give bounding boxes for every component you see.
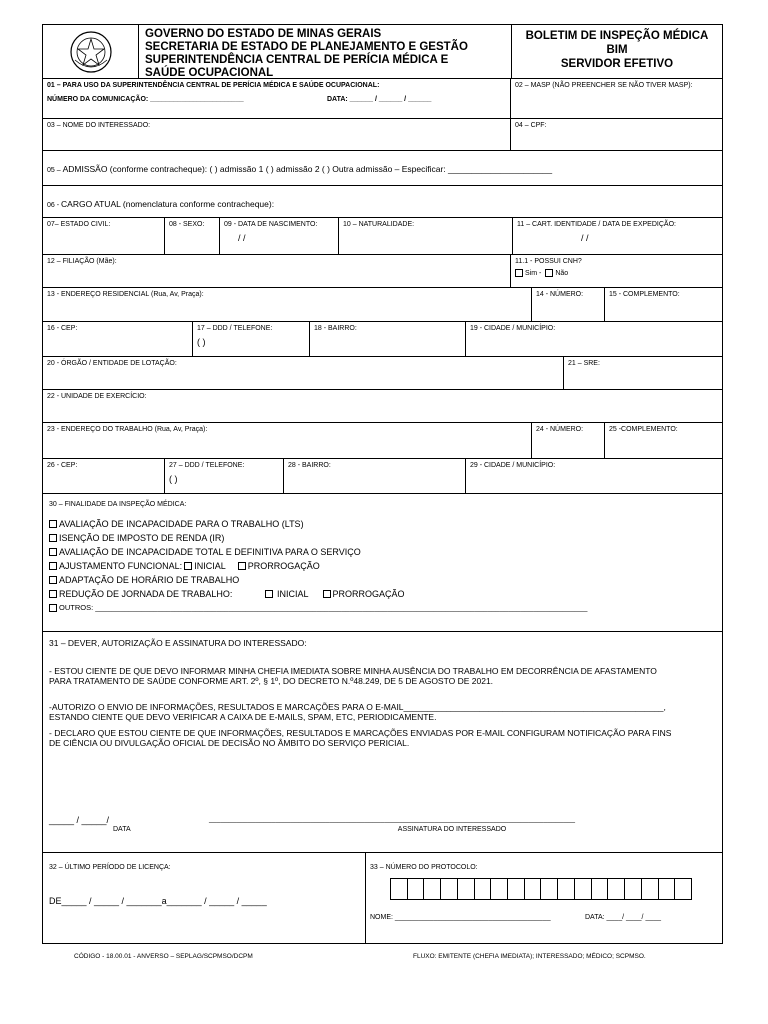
field-33-label: 33 – NÚMERO DO PROTOCOLO: <box>370 864 478 871</box>
declaration-2-line-2: ESTANDO CIENTE QUE DEVO VERIFICAR A CAIXA DE E-MAILS, SPAM, ETC, PERIODICAMENTE. <box>49 712 437 722</box>
government-header <box>139 25 512 78</box>
field-18-neighborhood[interactable] <box>310 322 466 356</box>
field-01-label: 01 – PARA USO DA SUPERINTENDÊNCIA CENTRAL DE PERÍCIA MÉDICA E SAÚDE OCUPACIONAL: <box>47 82 380 89</box>
field-02-label: 02 – MASP (NÃO PREENCHER SE NÃO TIVER MASP): <box>515 82 693 89</box>
field-11-label: 11 – CART. IDENTIDADE / DATA DE EXPEDIÇÃO: <box>517 221 676 228</box>
signature-field[interactable] <box>176 815 608 835</box>
field-03-label: 03 – NOME DO INTERESSADO: <box>47 122 151 129</box>
field-05-number: 05 – <box>47 167 63 174</box>
field-32-last-leave[interactable] <box>43 853 366 943</box>
field-21-sre[interactable] <box>564 357 722 389</box>
gov-line-1: GOVERNO DO ESTADO DE MINAS GERAIS <box>145 28 382 40</box>
field-22-label: 22 - UNIDADE DE EXERCÍCIO: <box>47 393 147 400</box>
adjustment-initial-label: INICIAL <box>194 561 226 571</box>
field-26-label: 26 - CEP: <box>47 462 78 469</box>
functional-adjustment-label: AJUSTAMENTO FUNCIONAL: <box>59 561 183 571</box>
adjustment-extension-checkbox[interactable] <box>238 562 246 570</box>
other-field[interactable]: OUTROS: ______________________________________________________________________________________________________________________ <box>59 603 588 612</box>
field-11-1-cnh <box>511 255 722 287</box>
workload-reduction-checkbox[interactable] <box>49 590 57 598</box>
field-06-position[interactable] <box>43 186 722 217</box>
form-title-line-3: SERVIDOR EFETIVO <box>560 58 674 70</box>
field-30-purpose <box>43 494 722 631</box>
bim-form <box>42 24 723 944</box>
field-01-communication <box>43 79 511 118</box>
other-checkbox[interactable] <box>49 604 57 612</box>
cnh-no-checkbox[interactable] <box>545 269 553 277</box>
footer-flow: FLUXO: EMITENTE (CHEFIA IMEDIATA); INTERESSADO; MÉDICO; SCPMSO. <box>413 953 646 960</box>
field-04-label: 04 – CPF: <box>515 122 547 129</box>
form-title <box>512 25 722 78</box>
field-19-label: 19 - CIDADE / MUNICÍPIO: <box>470 325 556 332</box>
schedule-adaptation-label: ADAPTAÇÃO DE HORÁRIO DE TRABALHO <box>59 575 240 585</box>
state-coat-of-arms-icon <box>43 25 139 78</box>
gov-line-2: SECRETARIA DE ESTADO DE PLANEJAMENTO E GESTÃO <box>145 41 468 53</box>
declaration-1-line-1: - ESTOU CIENTE DE QUE DEVO INFORMAR MINHA CHEFIA IMEDIATA SOBRE MINHA AUSÊNCIA DO TRABALHO EM DECORRÊNCIA DE AFASTAMENTO <box>49 666 657 676</box>
field-25-label: 25 -COMPLEMENTO: <box>609 426 678 433</box>
schedule-adaptation-checkbox[interactable] <box>49 576 57 584</box>
form-title-line-1: BOLETIM DE INSPEÇÃO MÉDICA <box>525 30 709 42</box>
field-27-value: ( ) <box>169 474 178 484</box>
field-15-complement[interactable] <box>605 288 722 321</box>
declaration-3-line-1: - DECLARO QUE ESTOU CIENTE DE QUE INFORMAÇÕES, RESULTADOS E MARCAÇÕES ENVIADAS POR E-MAIL CONFIGURAM NOTIFICAÇÃO PARA FINS <box>49 728 672 738</box>
form-title-line-2: BIM <box>606 44 628 56</box>
field-09-label: 09 - DATA DE NASCIMENTO: <box>224 221 318 228</box>
section-31-declaration <box>43 632 722 852</box>
field-27-label: 27 – DDD / TELEFONE: <box>169 462 245 469</box>
reduction-initial-label: INICIAL <box>277 589 309 599</box>
reduction-extension-checkbox[interactable] <box>323 590 331 598</box>
field-28-neighborhood[interactable] <box>284 459 466 493</box>
section-31-title: 31 – DEVER, AUTORIZAÇÃO E ASSINATURA DO INTERESSADO: <box>49 638 307 648</box>
field-06-label: CARGO ATUAL (nomenclatura conforme contracheque): <box>61 199 275 209</box>
field-26-cep[interactable] <box>43 459 165 493</box>
signature-date-label: DATA <box>113 826 131 833</box>
field-27-phone[interactable] <box>165 459 284 493</box>
field-11-identity-card[interactable] <box>513 218 722 254</box>
total-incapacity-checkbox[interactable] <box>49 548 57 556</box>
footer-code: CÓDIGO - 18.00.01 - ANVERSO – SEPLAG/SCPMSO/DCPM <box>74 953 253 960</box>
field-08-sex[interactable] <box>165 218 220 254</box>
protocol-name-field[interactable]: NOME: ________________________________________ <box>370 914 551 921</box>
field-13-label: 13 - ENDEREÇO RESIDENCIAL (Rua, Av, Praça): <box>47 291 204 298</box>
field-03-name[interactable] <box>43 119 511 150</box>
field-22-work-unit[interactable] <box>43 390 722 422</box>
field-29-city[interactable] <box>466 459 722 493</box>
communication-date-field[interactable]: DATA: ______ / ______ / ______ <box>327 96 432 103</box>
field-11-value: / / <box>581 233 589 243</box>
declaration-3-line-2: DE CIÊNCIA OU DIVULGAÇÃO OFICIAL DE DECISÃO NO ÂMBITO DO SERVIÇO PERICIAL. <box>49 738 410 748</box>
field-29-label: 29 - CIDADE / MUNICÍPIO: <box>470 462 556 469</box>
field-10-label: 10 – NATURALIDADE: <box>343 221 415 228</box>
field-04-cpf[interactable] <box>511 119 722 150</box>
field-08-label: 08 - SEXO: <box>169 221 205 228</box>
field-15-label: 15 - COMPLEMENTO: <box>609 291 680 298</box>
gov-line-3: SUPERINTENDÊNCIA CENTRAL DE PERÍCIA MÉDICA E <box>145 54 449 66</box>
communication-number-field[interactable]: NÚMERO DA COMUNICAÇÃO: ________________________ <box>47 96 244 103</box>
field-06-number: 06 - <box>47 202 62 209</box>
lts-label: AVALIAÇÃO DE INCAPACIDADE PARA O TRABALHO (LTS) <box>59 519 304 529</box>
form-header <box>43 25 722 79</box>
field-09-birth-date[interactable] <box>220 218 339 254</box>
field-33-protocol <box>366 853 722 943</box>
workload-reduction-label: REDUÇÃO DE JORNADA DE TRABALHO: <box>59 589 233 599</box>
field-09-value: / / <box>238 233 246 243</box>
adjustment-initial-checkbox[interactable] <box>184 562 192 570</box>
cnh-no-label: Não <box>555 269 569 277</box>
field-30-label: 30 – FINALIDADE DA INSPEÇÃO MÉDICA: <box>49 501 187 508</box>
reduction-initial-checkbox[interactable] <box>265 590 273 598</box>
field-23-work-address[interactable] <box>43 423 532 458</box>
field-07-label: 07– ESTADO CIVIL: <box>47 221 111 228</box>
signature-date-line: _____ / _____/ <box>49 815 110 825</box>
ir-label: ISENÇÃO DE IMPOSTO DE RENDA (IR) <box>59 533 225 543</box>
signature-date-field[interactable] <box>49 815 131 835</box>
field-17-label: 17 – DDD / TELEFONE: <box>197 325 273 332</box>
field-20-agency[interactable] <box>43 357 564 389</box>
field-32-value: DE_____ / _____ / _______a_______ / _____ / _____ <box>49 896 267 906</box>
field-23-label: 23 - ENDEREÇO DO TRABALHO (Rua, Av, Praça): <box>47 426 208 433</box>
field-05-label: ADMISSÃO (conforme contracheque): ( ) admissão 1 ( ) admissão 2 ( ) Outra admissão – Especificar: ______________________ <box>62 164 553 174</box>
field-10-birthplace[interactable] <box>339 218 513 254</box>
email-authorization-field[interactable]: -AUTORIZO O ENVIO DE INFORMAÇÕES, RESULTADOS E MARCAÇÕES PARA O E-MAIL_______________________________________________________, <box>49 702 666 712</box>
field-14-label: 14 - NÚMERO: <box>536 291 584 298</box>
declaration-1-line-2: PARA TRATAMENTO DE SAÚDE CONFORME ART. 2º, § 1º, DO DECRETO N.º48.249, DE 5 DE AGOSTO DE 2021. <box>49 676 494 686</box>
field-17-phone[interactable] <box>193 322 310 356</box>
field-24-number[interactable] <box>532 423 605 458</box>
gov-line-4: SAÚDE OCUPACIONAL <box>145 67 274 79</box>
field-28-label: 28 - BAIRRO: <box>288 462 331 469</box>
functional-adjustment-checkbox[interactable] <box>49 562 57 570</box>
field-20-label: 20 - ÓRGÃO / ENTIDADE DE LOTAÇÃO: <box>47 360 177 367</box>
total-incapacity-label: AVALIAÇÃO DE INCAPACIDADE TOTAL E DEFINITIVA PARA O SERVIÇO <box>59 547 361 557</box>
field-24-label: 24 - NÚMERO: <box>536 426 584 433</box>
signature-line: ______________________________________________________________________________________________ <box>209 816 575 823</box>
field-14-number[interactable] <box>532 288 605 321</box>
field-25-complement[interactable] <box>605 423 722 458</box>
field-12-label: 12 – FILIAÇÃO (Mãe): <box>47 258 117 265</box>
field-17-value: ( ) <box>197 337 206 347</box>
ir-checkbox[interactable] <box>49 534 57 542</box>
field-18-label: 18 - BAIRRO: <box>314 325 357 332</box>
protocol-date-field[interactable]: DATA: ____/ ____/ ____ <box>585 914 662 921</box>
reduction-extension-label: PRORROGAÇÃO <box>332 589 405 599</box>
field-12-filiation[interactable] <box>43 255 511 287</box>
field-16-label: 16 - CEP: <box>47 325 78 332</box>
lts-checkbox[interactable] <box>49 520 57 528</box>
field-02-masp[interactable] <box>511 79 722 118</box>
field-07-marital-status[interactable] <box>43 218 165 254</box>
cnh-yes-checkbox[interactable] <box>515 269 523 277</box>
field-21-label: 21 – SRE: <box>568 360 600 367</box>
adjustment-extension-label: PRORROGAÇÃO <box>247 561 320 571</box>
cnh-yes-label: Sim - <box>525 269 542 277</box>
field-13-home-address[interactable] <box>43 288 532 321</box>
protocol-number-boxes[interactable] <box>390 878 692 900</box>
field-11-1-label: 11.1 - POSSUI CNH? <box>515 258 582 265</box>
field-32-label: 32 – ÚLTIMO PERÍODO DE LICENÇA: <box>49 864 171 871</box>
signature-label: ASSINATURA DO INTERESSADO <box>397 826 507 833</box>
field-16-cep[interactable] <box>43 322 193 356</box>
field-19-city[interactable] <box>466 322 722 356</box>
field-05-admission[interactable] <box>43 157 722 179</box>
